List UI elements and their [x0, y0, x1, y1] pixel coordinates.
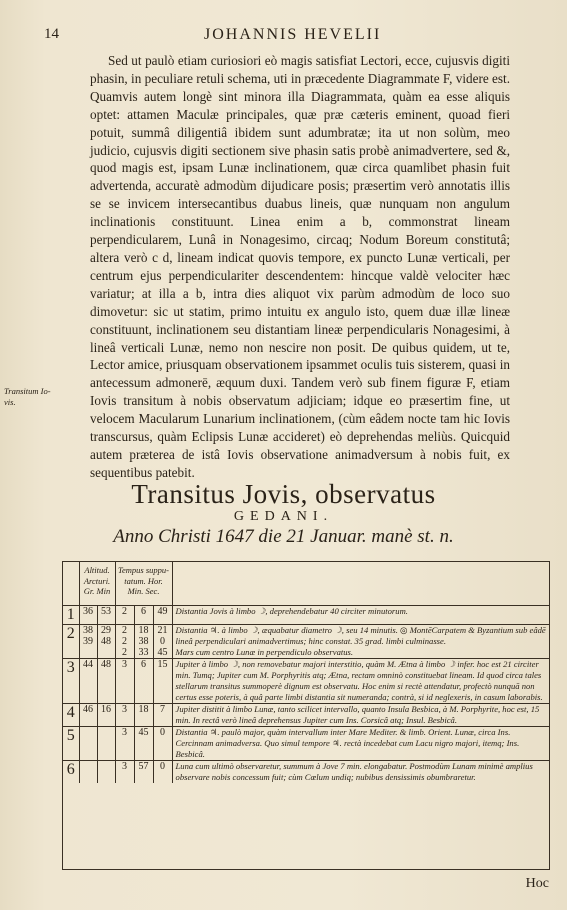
number-value: 38	[138, 636, 149, 647]
row-index: 4	[63, 704, 79, 727]
number-value: 0	[160, 761, 166, 772]
table-row	[63, 606, 549, 625]
number-value: 0	[160, 636, 166, 647]
running-head: JOHANNIS HEVELII	[204, 26, 382, 43]
number-value: 16	[101, 704, 111, 715]
number-value: 38	[83, 625, 93, 636]
catchword: Hoc	[525, 876, 549, 891]
row-description: Distantia ♃. paulò major, quàm intervallum inter Mare Mediter. & limb. Orient. Lunæ, circa Ins. Cercinnam animadversa. Quo simul tempore ♃. rectà incedebat cum Lacu nigro majori, itemq; Ins. Besbicâ.	[172, 727, 549, 761]
altitude-cell	[79, 659, 97, 704]
number-value: 57	[138, 761, 149, 772]
number-value	[80, 761, 97, 772]
number-value: 49	[157, 606, 168, 617]
time-cell	[153, 625, 172, 648]
time-cell	[115, 727, 134, 761]
altitude-cell	[97, 761, 115, 784]
page-header	[0, 26, 567, 48]
number-value: 6	[141, 606, 147, 617]
header-index	[63, 562, 79, 606]
altitude-cell	[97, 727, 115, 761]
row-index: 3	[63, 659, 79, 704]
number-value	[98, 761, 115, 772]
header-description	[172, 562, 549, 606]
number-value: 36	[83, 606, 93, 617]
time-cell	[153, 727, 172, 761]
altitude-cell	[79, 606, 97, 625]
number-value: 3	[122, 727, 128, 738]
row-index: 2	[63, 625, 79, 648]
number-value: 48	[101, 659, 111, 670]
time-cell	[153, 606, 172, 625]
altitude-cell	[79, 761, 97, 784]
number-value: 2	[122, 647, 128, 658]
number-value: 6	[141, 659, 147, 670]
table-row	[63, 761, 549, 784]
header-altitude: Altitud. Arcturi. Gr. Min	[79, 562, 115, 606]
number-value: 48	[101, 636, 111, 647]
altitude-cell	[97, 647, 115, 659]
time-cell	[134, 704, 153, 727]
number-value: 15	[157, 659, 168, 670]
margin-note: Transitum Io-vis.	[4, 386, 51, 407]
time-cell	[153, 704, 172, 727]
time-cell	[115, 659, 134, 704]
time-cell	[115, 647, 134, 659]
number-value: 45	[138, 727, 149, 738]
table-row	[63, 659, 549, 704]
row-index: 1	[63, 606, 79, 625]
body-paragraph: Sed ut paulò etiam curiosiori eò magis satisfiat Lectori, ecce, cujusvis digiti phasin, in peculiare retuli schema, uti in præcedente Diagrammate F, videre est. Quamvis autem longè sint minora illa Diagrammata, quàm ea esse aliquis optet: attamen Maculæ principales, quæ præ cæteris eminent, quoad fieri potuit, summâ diligentiâ ibidem sunt adumbratæ; ita ut non solùm, meo judicio, cujusvis digiti sectionem sive phasin satis probè animadvertere, sed &, quod magis est, ipsam Lunæ inclinationem, quæ circa quamlibet phasin fuit advertenda, accuratè admodùm dijudicare posis; præsertim verò annotatis illis se se invicem intersecantibus duabus lineis, quæ nunquam non angulum inclinationis constituunt. Linea enim a b, commonstrat lineam perpendicularem, Lunâ in Nonagesimo, circaq; Nodum Boreum constitutâ; altera verò c d, lineam indicat quovis tempore, ex puncto Lunæ verticali, per centrum ejus perpendiculariter descendentem: hincque valdè velociter hæc variatur; at illa a b, intra dies aliquot vix parùm admodùm de loco suo dimovetur: sic ut statim, primo intuitu ex angulo isto, quem duæ illæ lineæ constituunt, inclinationem seu distantiam lineæ perpendicularis Nonagesimi, à lineâ verticali Lunæ, nemo non nescire non posit. De quibus quidem, ut te, Lector amice, priusquam observationem ipsammet oculis tuis sisterem, quasi in antecessum admonerē, æquum duxi. Tandem verò sub finem figuræ F, etiam Iovis transitum à nobis observatum adjiciam; idque eo præsertim fine, ut velocem Macularum Lunarium inclinationem, (cùm eâdem nocte tam hic Iovis transcursus, quàm Eclipsis Lunæ accideret) eò deprehendas meliùs. Quicquid autem præterea de istâ Iovis observatione animadversum à nobis fuit, ex sequentibus patebit.	[90, 53, 510, 480]
table-row	[63, 704, 549, 727]
page-number: 14	[44, 26, 59, 42]
number-value: 3	[122, 761, 128, 772]
altitude-cell	[79, 727, 97, 761]
number-value: 21	[157, 625, 168, 636]
number-value: 44	[83, 659, 93, 670]
number-value: 2	[122, 625, 128, 636]
number-value: 46	[83, 704, 93, 715]
time-cell	[115, 704, 134, 727]
time-cell	[115, 625, 134, 648]
time-cell	[115, 761, 134, 784]
row-index: 5	[63, 727, 79, 761]
number-value: 18	[138, 625, 149, 636]
number-value	[80, 647, 97, 658]
time-cell	[153, 647, 172, 659]
number-value: 2	[122, 636, 128, 647]
row-description: Mars cum centro Lunæ in perpendiculo observatus.	[175, 647, 354, 657]
number-value: 45	[157, 647, 168, 658]
time-cell	[134, 727, 153, 761]
time-cell	[153, 761, 172, 784]
altitude-cell	[79, 704, 97, 727]
time-cell	[153, 659, 172, 704]
number-value: 3	[122, 704, 128, 715]
section-subtitle: GEDANI.	[233, 509, 334, 524]
row-description: Distantia Jovis à limbo ☽, deprehendebatur 40 circiter minutorum.	[175, 606, 408, 616]
altitude-cell	[97, 704, 115, 727]
altitude-cell	[79, 625, 97, 648]
altitude-cell	[97, 606, 115, 625]
number-value: 0	[160, 727, 166, 738]
time-cell	[134, 761, 153, 784]
observation-table-grid	[63, 562, 549, 783]
number-value: 3	[122, 659, 128, 670]
number-value: 2	[122, 606, 128, 617]
number-value: 39	[83, 636, 93, 647]
row-description: Distantia ♃. à limbo ☽, æquabatur diametro ☽, seu 14 minutis. ◎ MontēCarpatem & Byzantium sub eâdē lineâ perpendiculari animadvertimus; hinc constat. 35 grad. limbi culminasse.	[172, 625, 549, 648]
time-cell	[134, 606, 153, 625]
table-header-row	[63, 562, 549, 606]
number-value: 53	[101, 606, 111, 617]
dateline: Anno Christi 1647 die 21 Januar. manè st. n.	[113, 526, 454, 547]
number-value	[80, 727, 97, 738]
table-row	[63, 625, 549, 648]
altitude-cell	[97, 659, 115, 704]
header-time: Tempus suppu-tatum. Hor. Min. Sec.	[115, 562, 172, 606]
number-value: 33	[138, 647, 149, 658]
row-description: Luna cum ultimò observaretur, summum à Jove 7 min. elongabatur. Postmodùm Lunam minimè amplius observare nobis concessum fuit; cùm Cœlum undiq; nubibus densissimis obumbraretur.	[172, 761, 549, 784]
table-row	[63, 647, 549, 659]
time-cell	[134, 647, 153, 659]
time-cell	[115, 606, 134, 625]
altitude-cell	[79, 647, 97, 659]
number-value: 18	[138, 704, 149, 715]
number-value: 29	[101, 625, 111, 636]
number-value: 7	[160, 704, 166, 715]
row-description: Jupiter à limbo ☽, non removebatur majori interstitio, quàm M. Ætna à limbo ☽ infer. hoc est 21 circiter min. Tumq; Jupiter cum M. Porphyritis atq; Ætna, rectam omninò constituebat lineam. Id quod circa tales stellarum transitus summoperè dignum est observatu. Hoc enim si rectè attendatur, profectò nunquā non certus esse poteris, à quâ parte limbi distantia sit numeranda; contrà, si id neglexeris, in casum laborabis.	[172, 659, 549, 704]
row-description: Jupiter distitit à limbo Lunæ, tanto scilicet intervallo, quanto Insula Besbica, à M. Porphyrite, hoc est, 15 min. In rectâ verò lineâ deprehensus Jupiter cum Ins. Corsicâ atq; Insul. Besbicâ.	[172, 704, 549, 727]
table-row	[63, 727, 549, 761]
row-index: 6	[63, 761, 79, 784]
row-index	[63, 647, 79, 659]
section-title: Transitus Jovis, observatus	[131, 479, 436, 509]
number-value	[98, 727, 115, 738]
number-value	[98, 647, 115, 658]
time-cell	[134, 625, 153, 648]
observation-table	[62, 561, 550, 870]
time-cell	[134, 659, 153, 704]
altitude-cell	[97, 625, 115, 648]
